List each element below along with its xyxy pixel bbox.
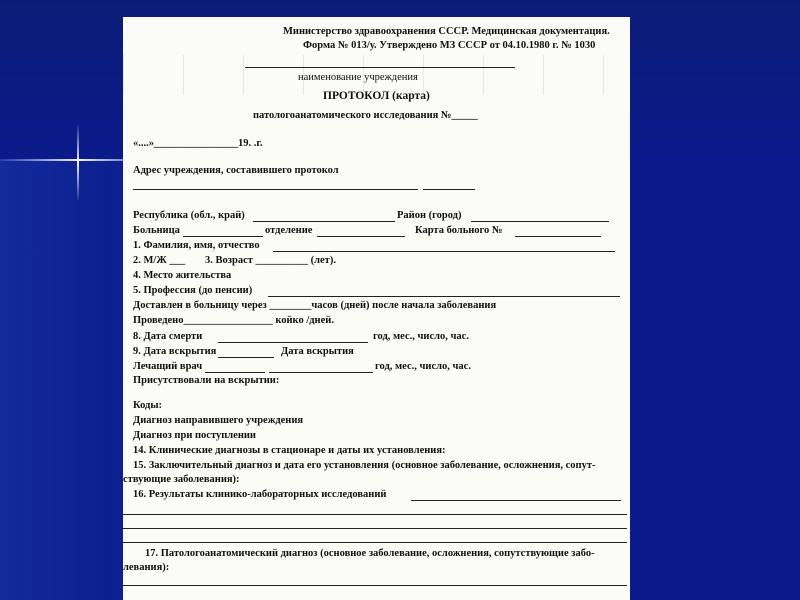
field-15-label: 15. Заключительный диагноз и дата его установления (основное заболевание, осложнения, сопут- <box>133 460 596 471</box>
field-8-rule <box>218 342 368 343</box>
field-14-label: 14. Клинические диагнозы в стационаре и даты их установления: <box>133 445 446 456</box>
doctor-units: год, мес., число, час. <box>375 361 471 372</box>
hospital-rule <box>183 236 263 237</box>
doctor-rule-2 <box>269 372 373 373</box>
blank-rule-1 <box>123 514 627 515</box>
form-subtitle: патологоанатомического исследования №_____ <box>253 110 478 121</box>
sparkle-decoration-vertical <box>77 125 79 200</box>
district-label: Район (город) <box>397 210 462 221</box>
republic-label: Республика (обл., край) <box>133 210 245 221</box>
field-2-label: 2. М/Ж ___ <box>133 255 186 266</box>
codes-label: Коды: <box>133 400 163 411</box>
blank-rule-4 <box>123 585 627 586</box>
doctor-rule-1 <box>205 372 265 373</box>
district-rule <box>471 221 609 222</box>
address-rule-2 <box>423 189 475 190</box>
field-9b-label: Дата вскрытия <box>281 346 354 357</box>
department-label: отделение <box>265 225 313 236</box>
referral-diagnosis-label: Диагноз направившего учреждения <box>133 415 304 426</box>
slide-background-left <box>0 160 125 600</box>
blank-rule-2 <box>123 528 627 529</box>
field-17-continuation: левания): <box>123 562 170 573</box>
delivered-line: Доставлен в больницу через ________часов (дней) после начала заболевания <box>133 300 497 311</box>
hospital-label: Больница <box>133 225 180 236</box>
address-rule <box>133 189 418 190</box>
present-label: Присутствовали на вскрытии: <box>133 375 280 386</box>
institution-rule <box>245 67 515 68</box>
field-1-rule <box>273 251 615 252</box>
admission-diagnosis-label: Диагноз при поступлении <box>133 430 256 441</box>
form-number-line: Форма № 013/у. Утверждено МЗ СССР от 04.10.1980 г. № 1030 <box>303 40 596 51</box>
scanned-form-page <box>123 17 630 600</box>
ministry-line: Министерство здравоохранения СССР. Медицинская документация. <box>283 26 610 37</box>
field-5-rule <box>268 296 620 297</box>
department-rule <box>317 236 405 237</box>
field-8-label: 8. Дата смерти <box>133 331 203 342</box>
field-5-label: 5. Профессия (до пенсии) <box>133 285 253 296</box>
field-9-rule <box>218 357 274 358</box>
date-field: «....»________________19. .г. <box>133 138 263 149</box>
bed-days-line: Проведено_________________ койко /дней. <box>133 315 334 326</box>
field-1-label: 1. Фамилия, имя, отчество <box>133 240 260 251</box>
blank-rule-3 <box>123 542 627 543</box>
form-title: ПРОТОКОЛ (карта) <box>323 90 430 102</box>
republic-rule <box>253 221 395 222</box>
field-4-label: 4. Место жительства <box>133 270 232 281</box>
field-9-label: 9. Дата вскрытия <box>133 346 217 357</box>
field-15-continuation: ствующие заболевания): <box>123 474 240 485</box>
institution-caption: наименование учреждения <box>298 72 418 83</box>
card-label: Карта больного № <box>415 225 503 236</box>
field-17-label: 17. Патологоанатомический диагноз (основное заболевание, осложнения, сопутствующие забо- <box>145 548 595 559</box>
field-3-label: 3. Возраст __________ (лет). <box>205 255 336 266</box>
field-16-label: 16. Результаты клинико-лабораторных исследований <box>133 489 387 500</box>
doctor-label: Лечащий врач <box>133 361 203 372</box>
address-label: Адрес учреждения, составившего протокол <box>133 165 339 176</box>
field-16-rule <box>411 500 621 501</box>
card-rule <box>515 236 601 237</box>
field-8-units: год, мес., число, час. <box>373 331 469 342</box>
